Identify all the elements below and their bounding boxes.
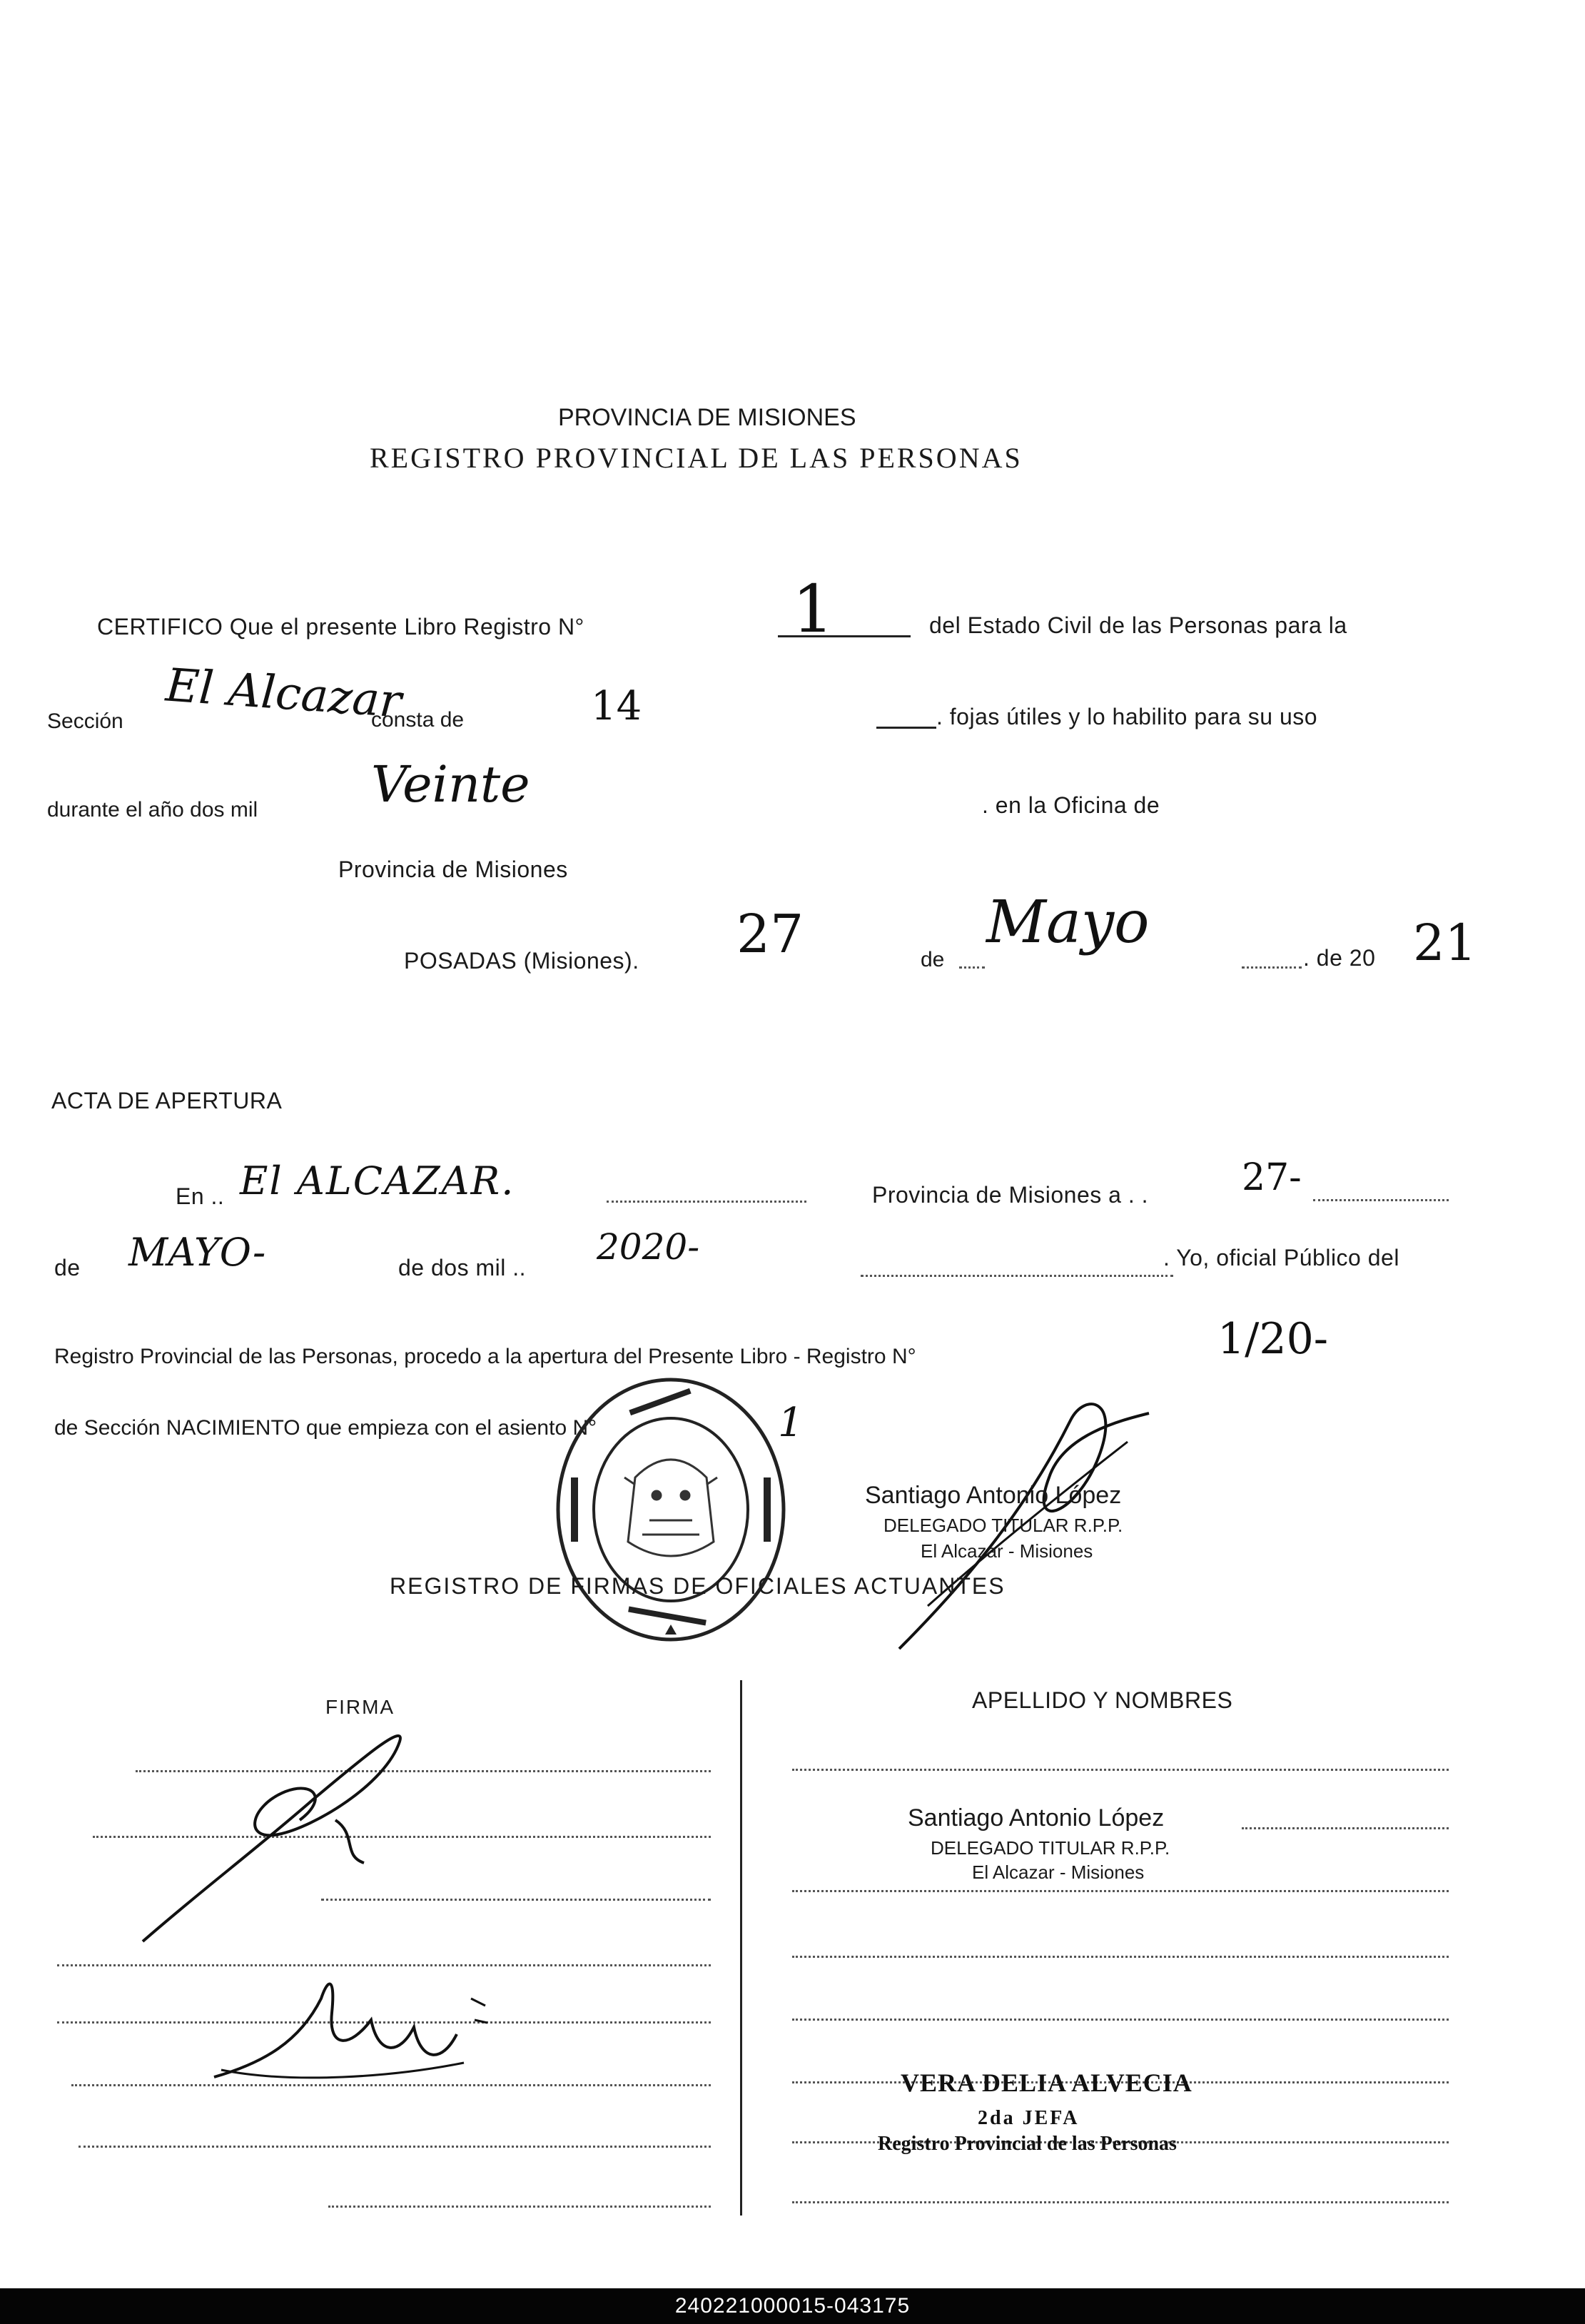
signatory-title: DELEGADO TITULAR R.P.P.: [883, 1515, 1123, 1536]
signatory-name: Santiago Antonio López: [865, 1482, 1122, 1509]
registry-title: REGISTRO PROVINCIAL DE LAS PERSONAS: [370, 442, 1023, 474]
entry-1-title: DELEGADO TITULAR R.P.P.: [931, 1837, 1170, 1859]
seccion-value-handwritten: El Alcazar: [163, 659, 403, 729]
oficina-text: . en la Oficina de: [982, 792, 1160, 818]
official-seal: [550, 1370, 792, 1649]
fojas-line: [876, 727, 936, 729]
apellido-row: [792, 2019, 1449, 2021]
libro-number-line: [778, 635, 911, 637]
acta-title: ACTA DE APERTURA: [51, 1088, 283, 1113]
entry-2-name: VERA DELIA ALVECIA: [901, 2068, 1192, 2097]
estado-civil-text: del Estado Civil de las Personas para la: [929, 612, 1347, 638]
acta-en-label: En ..: [176, 1183, 225, 1209]
col-firma-header: FIRMA: [325, 1696, 395, 1718]
provincia-text: Provincia de Misiones: [338, 857, 568, 882]
acta-day-handwritten: 27-: [1242, 1156, 1302, 1199]
acta-year-dots: [861, 1275, 1173, 1277]
place-text: POSADAS (Misiones).: [404, 948, 639, 974]
document-code-bar: [0, 2288, 1585, 2324]
official-signature-2-icon: [207, 1956, 507, 2098]
acta-de-label: de: [54, 1255, 81, 1280]
seccion-label: Sección: [47, 709, 123, 733]
apellido-row: [1242, 1827, 1449, 1829]
year-value-handwritten: Veinte: [371, 755, 530, 814]
apellido-row: [792, 1956, 1449, 1958]
official-signature-1-icon: [128, 1713, 428, 1956]
apellido-row: [792, 1769, 1449, 1771]
certifico-text: CERTIFICO Que el presente Libro Registro N°: [97, 614, 584, 640]
firma-row: [79, 2146, 711, 2148]
province-title: PROVINCIA DE MISIONES: [558, 404, 856, 431]
entry-1-location: El Alcazar - Misiones: [972, 1861, 1145, 1883]
acta-year-handwritten: 2020-: [597, 1226, 700, 1268]
officials-title: REGISTRO DE FIRMAS DE OFICIALES ACTUANTES: [390, 1573, 1006, 1599]
year-suffix-handwritten: 21: [1413, 914, 1477, 972]
fojas-text: . fojas útiles y lo habilito para su uso: [936, 704, 1318, 729]
consta-label: consta de: [371, 708, 465, 732]
acta-place-dots: [607, 1201, 806, 1203]
acta-place-handwritten: El ALCAZAR.: [240, 1158, 515, 1203]
de-label: de: [921, 948, 945, 971]
acta-seccion-text: de Sección NACIMIENTO que empieza con el asiento N°: [54, 1416, 597, 1440]
year-prefix-text: . de 20: [1303, 945, 1376, 971]
entry-2-location: Registro Provincial de las Personas: [878, 2133, 1177, 2155]
apellido-row: [792, 1890, 1449, 1892]
acta-month-handwritten: MAYO-: [128, 1230, 266, 1275]
acta-asiento-handwritten: 1: [778, 1400, 804, 1446]
fojas-value-handwritten: 14: [591, 683, 642, 729]
de-dots: [959, 966, 985, 969]
day-handwritten: 27: [736, 904, 804, 965]
acta-registro-text: Registro Provincial de las Personas, procedo a la apertura del Presente Libro - Registro N°: [54, 1345, 916, 1368]
year-label: durante el año dos mil: [47, 798, 258, 822]
libro-number-handwritten: 1: [792, 571, 834, 647]
firma-row: [328, 2206, 711, 2208]
entry-1-name: Santiago Antonio López: [908, 1804, 1165, 1832]
entry-2-title: 2da JEFA: [978, 2107, 1080, 2129]
signatory-location: El Alcazar - Misiones: [921, 1540, 1093, 1562]
apellido-row: [792, 2201, 1449, 2203]
acta-provincia-label: Provincia de Misiones a . .: [872, 1182, 1148, 1208]
year-dots: [1242, 966, 1302, 969]
acta-dos-mil-label: de dos mil ..: [398, 1255, 527, 1280]
table-divider: [740, 1680, 742, 2216]
month-handwritten: Mayo: [986, 889, 1150, 956]
col-apellido-header: APELLIDO Y NOMBRES: [972, 1687, 1233, 1713]
acta-registro-handwritten: 1/20-: [1217, 1314, 1329, 1364]
acta-day-dots: [1313, 1199, 1449, 1201]
acta-yo-text: . Yo, oficial Público del: [1163, 1245, 1399, 1270]
document-code: 240221000015-043175: [674, 2294, 911, 2318]
